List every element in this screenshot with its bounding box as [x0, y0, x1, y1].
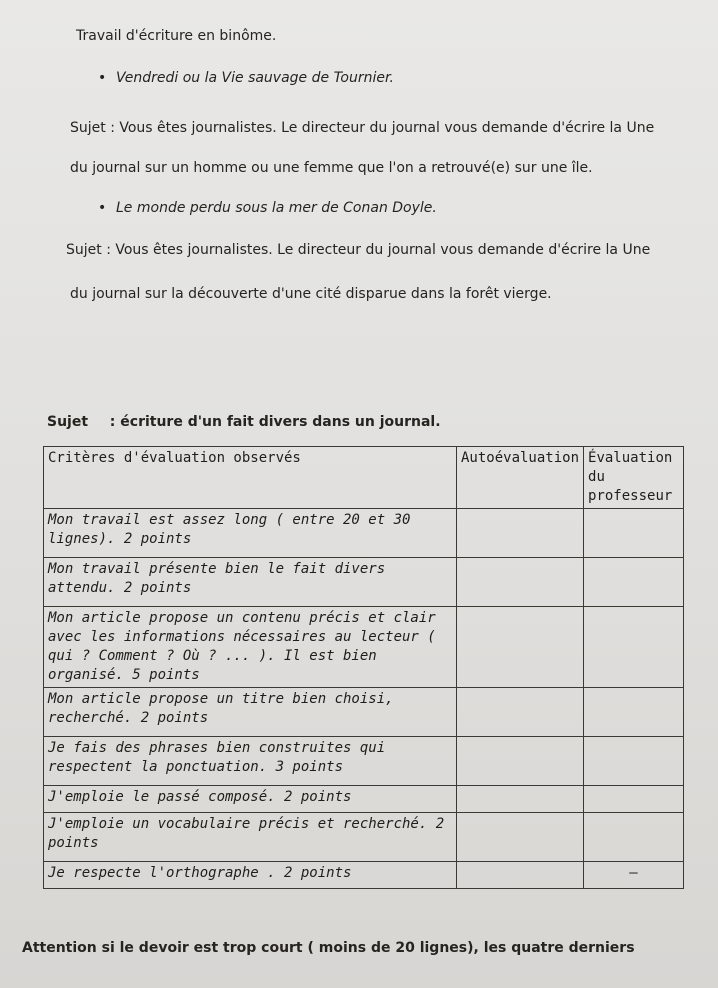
- topic-2-book: [98, 200, 437, 216]
- header-criteria: Critères d'évaluation observés: [44, 447, 457, 509]
- self-eval-cell: [457, 862, 584, 889]
- rubric-sujet-text: : écriture d'un fait divers dans un journal.: [109, 414, 441, 430]
- criterion-cell: J'emploie un vocabulaire précis et recherché. 2 points: [44, 813, 457, 862]
- topic-2-book-title: Le monde perdu sous la mer de Conan Doyle.: [116, 200, 437, 216]
- criterion-cell: Mon travail présente bien le fait divers attendu. 2 points: [44, 558, 457, 607]
- criterion-cell: Je respecte l'orthographe . 2 points: [44, 862, 457, 889]
- teacher-eval-cell: [584, 786, 684, 813]
- table-row: [44, 737, 684, 786]
- teacher-eval-cell: [584, 509, 684, 558]
- topic-1-book: [98, 70, 394, 86]
- table-row: [44, 786, 684, 813]
- table-row: [44, 558, 684, 607]
- attention-note: Attention si le devoir est trop court ( moins de 20 lignes), les quatre derniers: [22, 940, 635, 956]
- rubric-table: [43, 446, 684, 889]
- table-row: [44, 607, 684, 688]
- self-eval-cell: [457, 558, 584, 607]
- topic-2-sujet-line-2: du journal sur la découverte d'une cité disparue dans la forêt vierge.: [70, 286, 552, 302]
- header-teacher-eval: Évaluation du professeur: [584, 447, 684, 509]
- table-row: [44, 509, 684, 558]
- topic-1-book-title: Vendredi ou la Vie sauvage de Tournier.: [116, 70, 394, 86]
- criterion-cell: Mon travail est assez long ( entre 20 et 30 lignes). 2 points: [44, 509, 457, 558]
- self-eval-cell: [457, 737, 584, 786]
- criterion-cell: Mon article propose un contenu précis et clair avec les informations nécessaires au lecteur ( qui ? Comment ? Où ? ... ). Il est bien organisé. 5 points: [44, 607, 457, 688]
- rubric-sujet-label: Sujet: [47, 414, 89, 430]
- criterion-cell: Je fais des phrases bien construites qui respectent la ponctuation. 3 points: [44, 737, 457, 786]
- document-title: Travail d'écriture en binôme.: [76, 28, 277, 44]
- self-eval-cell: [457, 688, 584, 737]
- table-row: [44, 862, 684, 889]
- teacher-eval-cell: [584, 813, 684, 862]
- teacher-eval-cell: [584, 558, 684, 607]
- teacher-eval-cell: [584, 607, 684, 688]
- rubric-header-row: [44, 447, 684, 509]
- criterion-cell: Mon article propose un titre bien choisi, recherché. 2 points: [44, 688, 457, 737]
- header-self-eval: Autoévaluation: [457, 447, 584, 509]
- bullet-icon: •: [98, 70, 107, 86]
- topic-2-sujet-line-1: Sujet : Vous êtes journalistes. Le directeur du journal vous demande d'écrire la Une: [66, 242, 651, 258]
- teacher-eval-cell: –: [584, 862, 684, 889]
- table-row: [44, 688, 684, 737]
- self-eval-cell: [457, 786, 584, 813]
- rubric-heading: [47, 414, 441, 430]
- criterion-cell: J'emploie le passé composé. 2 points: [44, 786, 457, 813]
- table-row: [44, 813, 684, 862]
- topic-1-sujet-line-2: du journal sur un homme ou une femme que l'on a retrouvé(e) sur une île.: [70, 160, 593, 176]
- self-eval-cell: [457, 813, 584, 862]
- teacher-eval-cell: [584, 688, 684, 737]
- self-eval-cell: [457, 607, 584, 688]
- self-eval-cell: [457, 509, 584, 558]
- teacher-eval-cell: [584, 737, 684, 786]
- bullet-icon: •: [98, 200, 107, 216]
- topic-1-sujet-line-1: Sujet : Vous êtes journalistes. Le directeur du journal vous demande d'écrire la Une: [70, 120, 655, 136]
